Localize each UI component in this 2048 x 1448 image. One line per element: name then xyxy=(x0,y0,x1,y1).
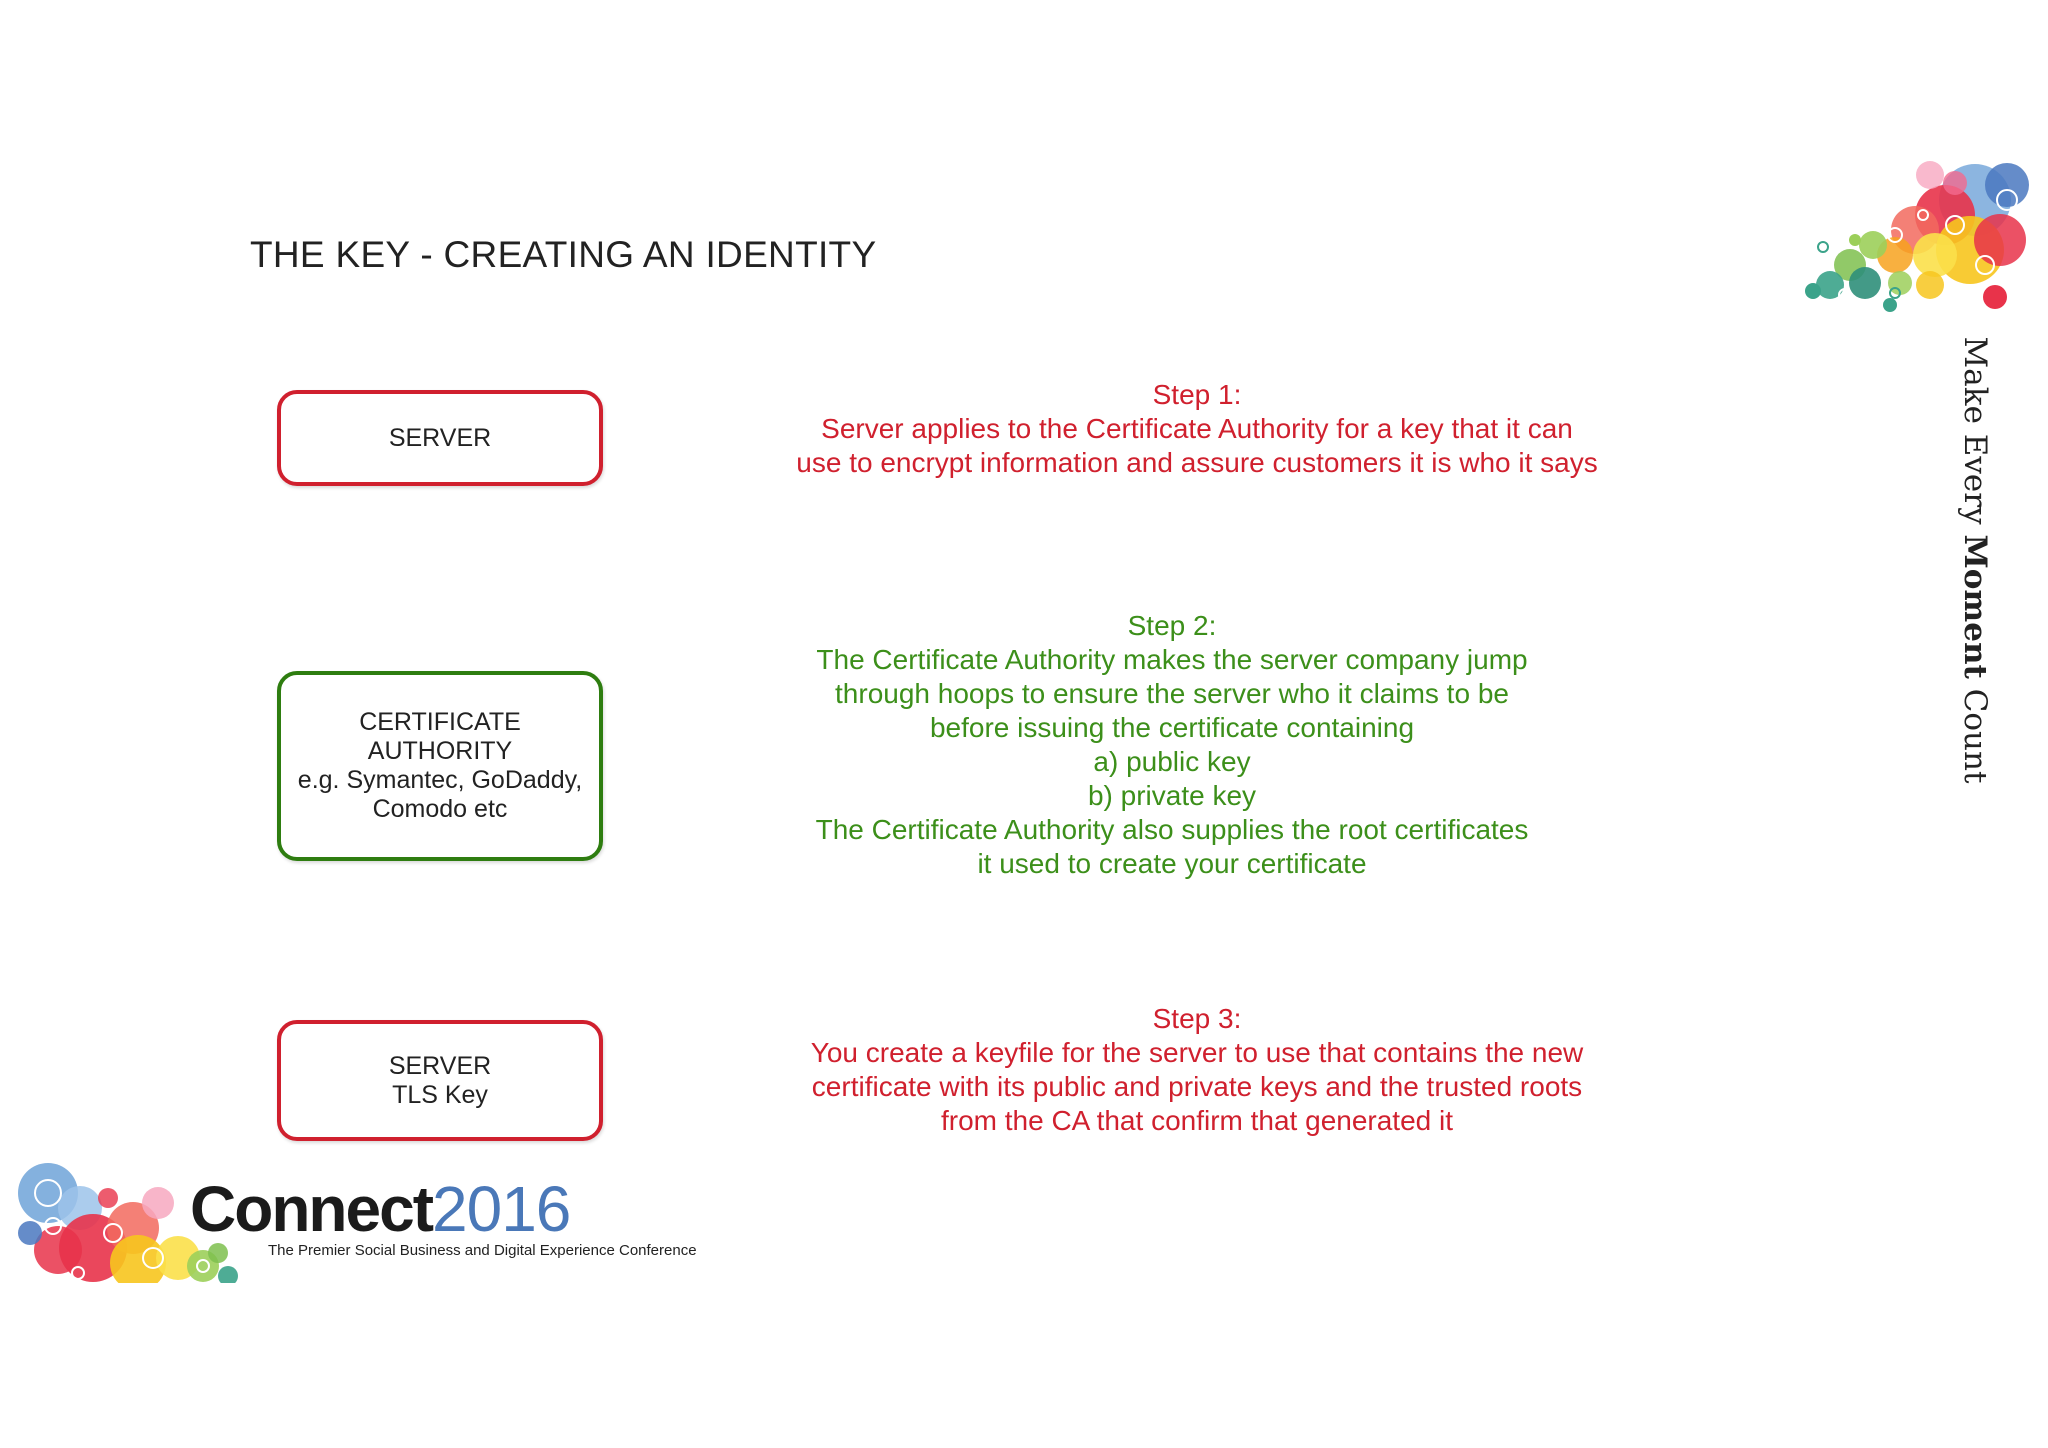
tagline-bold: Moment xyxy=(1957,534,1993,679)
step-line: Step 2: xyxy=(1127,610,1217,641)
step-line: The Certificate Authority also supplies the root certificates xyxy=(815,814,1529,845)
server-tls-key-box xyxy=(277,1020,603,1141)
step-line: The Certificate Authority makes the server company jump xyxy=(816,644,1528,675)
step-line: a) public key xyxy=(1093,746,1251,777)
certificate-authority-box xyxy=(277,671,603,861)
step-line: b) private key xyxy=(1087,780,1257,811)
step-line: use to encrypt information and assure customers it is who it says xyxy=(796,447,1598,478)
step-line: Step 1: xyxy=(1152,379,1242,410)
step-3-text xyxy=(770,1002,1624,1138)
server-box xyxy=(277,390,603,486)
tagline-post: Count xyxy=(1957,678,1993,784)
logo-word: Connect xyxy=(190,1173,432,1245)
bubble-cluster-top-right xyxy=(1795,155,2035,320)
slide-title: THE KEY - CREATING AN IDENTITY xyxy=(250,234,877,275)
step-line: Server applies to the Certificate Authority for a key that it can xyxy=(821,413,1573,444)
step-line: it used to create your certificate xyxy=(977,848,1367,879)
logo-subtitle: The Premier Social Business and Digital Experience Conference xyxy=(268,1242,697,1259)
box-label: e.g. Symantec, GoDaddy, xyxy=(297,766,583,794)
step-line: before issuing the certificate containing xyxy=(929,712,1415,743)
step-line: through hoops to ensure the server who it claims to be xyxy=(835,678,1509,709)
step-1-text xyxy=(770,378,1624,480)
tagline-pre: Make Every xyxy=(1957,336,1993,535)
box-label: SERVER xyxy=(388,1051,492,1080)
box-label: Comodo etc xyxy=(372,795,508,823)
step-line: from the CA that confirm that generated it xyxy=(940,1105,1454,1136)
step-line: certificate with its public and private keys and the trusted roots xyxy=(811,1071,1583,1102)
box-label: AUTHORITY xyxy=(367,737,513,765)
box-label: SERVER xyxy=(388,423,492,452)
step-line: You create a keyfile for the server to use that contains the new xyxy=(810,1037,1584,1068)
tagline xyxy=(1957,337,1993,784)
box-label: CERTIFICATE xyxy=(359,708,521,736)
box-label: TLS Key xyxy=(392,1080,488,1109)
step-2-text xyxy=(770,609,1574,881)
conference-logo xyxy=(190,1172,570,1246)
step-line: Step 3: xyxy=(1152,1003,1242,1034)
logo-year: 2016 xyxy=(432,1173,571,1245)
